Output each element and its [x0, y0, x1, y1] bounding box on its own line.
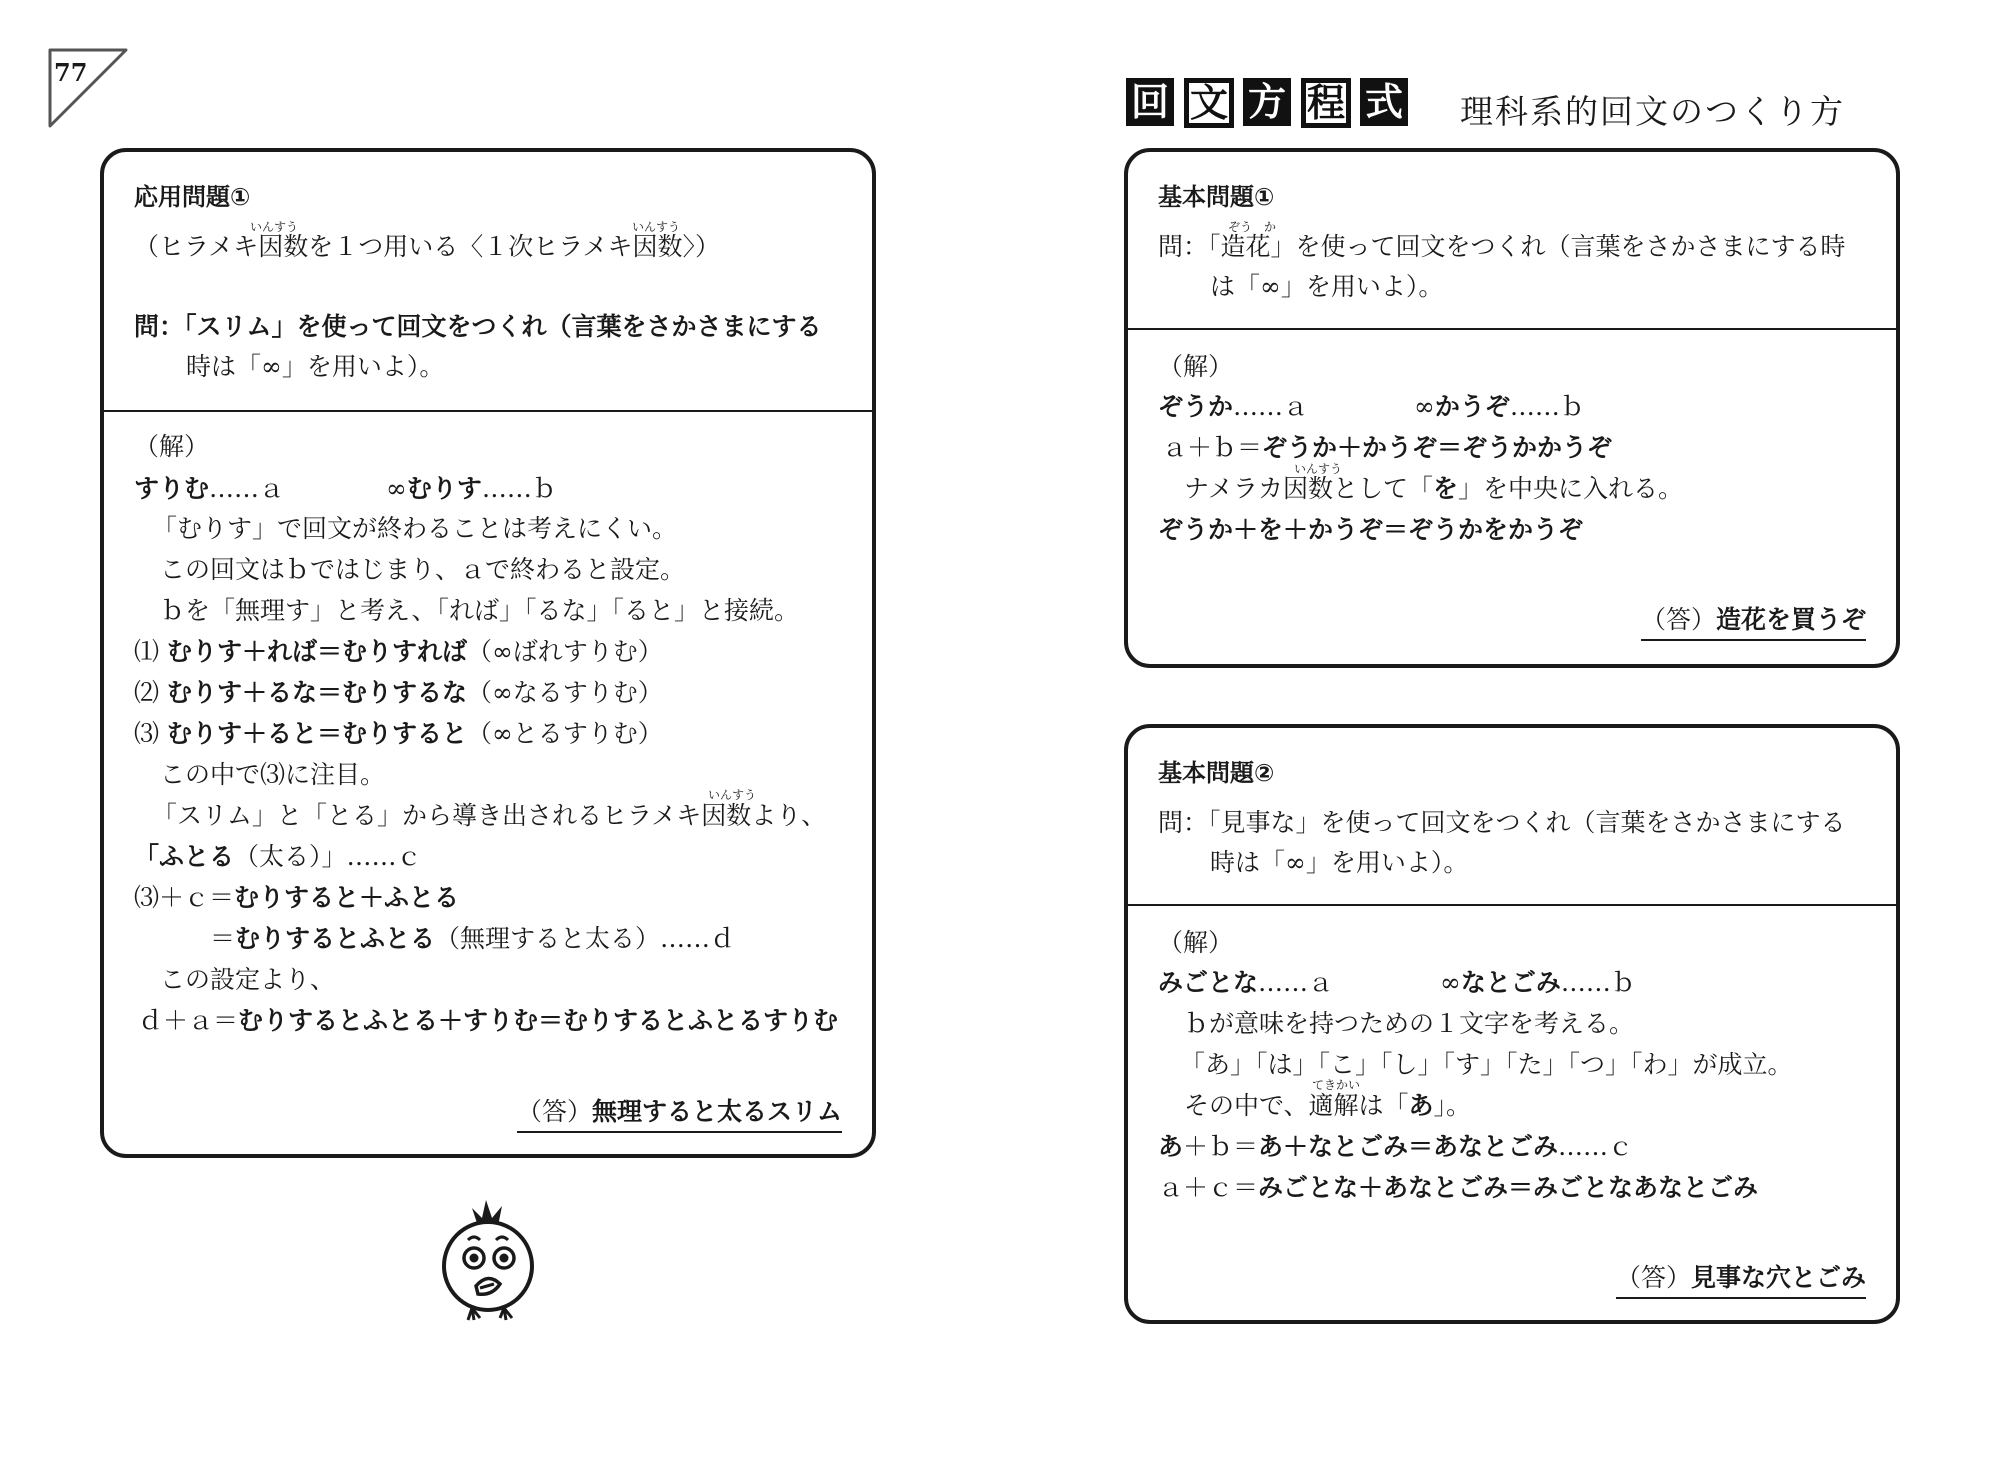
ruby-text: いんすう: [708, 788, 757, 802]
applied-problem-box: [100, 148, 876, 1158]
solution-line: 「むりす」で回文が終わることは考えにくい。: [152, 514, 678, 543]
question-line: 時は「∞」を用いよ）。: [186, 352, 445, 381]
question-line: 問：「見事な」を使って回文をつくれ（言葉をさかさまにする: [1158, 808, 1846, 837]
solution-line: ∞むりす……ｂ: [386, 474, 557, 503]
box-title: 応用問題①: [134, 183, 251, 211]
box-title: 基本問題①: [1158, 183, 1275, 211]
header-kanji-2: 文: [1184, 78, 1234, 128]
problem-note: （ヒラメキ因数を１つ用いる〈１次ヒラメキ因数〉）: [134, 232, 721, 261]
solution-line: みごとな……ａ: [1158, 968, 1334, 997]
box-title: 基本問題②: [1158, 759, 1275, 787]
header-kanji-5: 式: [1360, 78, 1408, 126]
solution-line: ａ＋ｃ＝みごとな＋あなとごみ＝みごとなあなとごみ: [1158, 1173, 1759, 1202]
solution-line: ぞうか＋を＋かうぞ＝ぞうかをかうぞ: [1158, 515, 1584, 544]
divider: [1128, 904, 1896, 906]
solution-line: ｂを「無理す」と考え、「れば」「るな」「ると」と接続。: [160, 596, 800, 625]
solution-case: ⑶ むりす＋ると＝むりすると（∞とるすりむ）: [134, 719, 663, 748]
solution-line: ∞なとごみ……ｂ: [1440, 968, 1636, 997]
question-line: 問：「スリム」を使って回文をつくれ（言葉をさかさまにする: [134, 312, 822, 341]
solution-line: ｂが意味を持つための１文字を考える。: [1184, 1009, 1635, 1038]
answer: （答）見事な穴とごみ: [1616, 1258, 1866, 1299]
header-subtitle: 理科系的回文のつくり方: [1460, 92, 1845, 131]
answer: （答）無理すると太るスリム: [517, 1092, 842, 1133]
solution-line: すりむ……ａ: [134, 474, 285, 503]
solution-label: （解）: [1158, 352, 1234, 381]
solution-line: この中で⑶に注目。: [160, 760, 386, 789]
question-line: は「∞」を用いよ）。: [1210, 272, 1444, 301]
solution-line: 「スリム」と「とる」から導き出されるヒラメキ因数より、: [152, 801, 827, 830]
answer: （答）造花を買うぞ: [1641, 600, 1866, 641]
solution-label: （解）: [134, 432, 210, 461]
ruby-text: てきかい: [1312, 1078, 1361, 1092]
solution-line: この設定より、: [160, 965, 336, 994]
header-kanji-3: 方: [1243, 78, 1291, 126]
solution-label: （解）: [1158, 928, 1234, 957]
solution-line: この回文はｂではじまり、ａで終わると設定。: [160, 555, 686, 584]
solution-line: ∞かうぞ……ｂ: [1414, 392, 1585, 421]
ruby-text: いんすう: [632, 220, 681, 234]
solution-line: 「あ」「は」「こ」「し」「す」「た」「つ」「わ」が成立。: [1180, 1050, 1793, 1079]
solution-line: ナメラカ因数として「を」を中央に入れる。: [1184, 474, 1684, 503]
solution-line: 「ふとる（太る）」……ｃ: [134, 842, 422, 871]
solution-line: ＝むりするとふとる（無理すると太る）……ｄ: [210, 924, 736, 953]
ruby-text: いんすう: [1294, 462, 1343, 476]
divider: [104, 410, 872, 412]
header-kanji-1: 回: [1126, 78, 1174, 126]
solution-line: ぞうか……ａ: [1158, 392, 1309, 421]
basic-problem-1-box: [1124, 148, 1900, 668]
ruby-text: いんすう: [250, 220, 299, 234]
question-line: 時は「∞」を用いよ）。: [1210, 848, 1469, 877]
solution-line: あ＋ｂ＝あ＋なとごみ＝あなとごみ……ｃ: [1158, 1132, 1634, 1161]
basic-problem-2-box: [1124, 724, 1900, 1324]
solution-line: ａ＋ｂ＝ぞうか＋かうぞ＝ぞうかかうぞ: [1162, 433, 1613, 462]
solution-line: その中で、適解は「あ」。: [1184, 1091, 1472, 1120]
solution-line: ｄ＋ａ＝むりするとふとる＋すりむ＝むりするとふとるすりむ: [138, 1006, 839, 1035]
ruby-text: ぞう か: [1228, 220, 1277, 234]
bird-mascot-icon: [428, 1196, 548, 1324]
divider: [1128, 328, 1896, 330]
question-line: 問：「造花」を使って回文をつくれ（言葉をさかさまにする時: [1158, 232, 1846, 261]
solution-line: ⑶＋ｃ＝むりすると＋ふとる: [134, 883, 460, 912]
solution-case: ⑵ むりす＋るな＝むりするな（∞なるすりむ）: [134, 678, 663, 707]
page-number: 77: [54, 58, 88, 87]
header-kanji-4: 程: [1301, 78, 1351, 128]
solution-case: ⑴ むりす＋れば＝むりすれば（∞ばれすりむ）: [134, 637, 663, 666]
